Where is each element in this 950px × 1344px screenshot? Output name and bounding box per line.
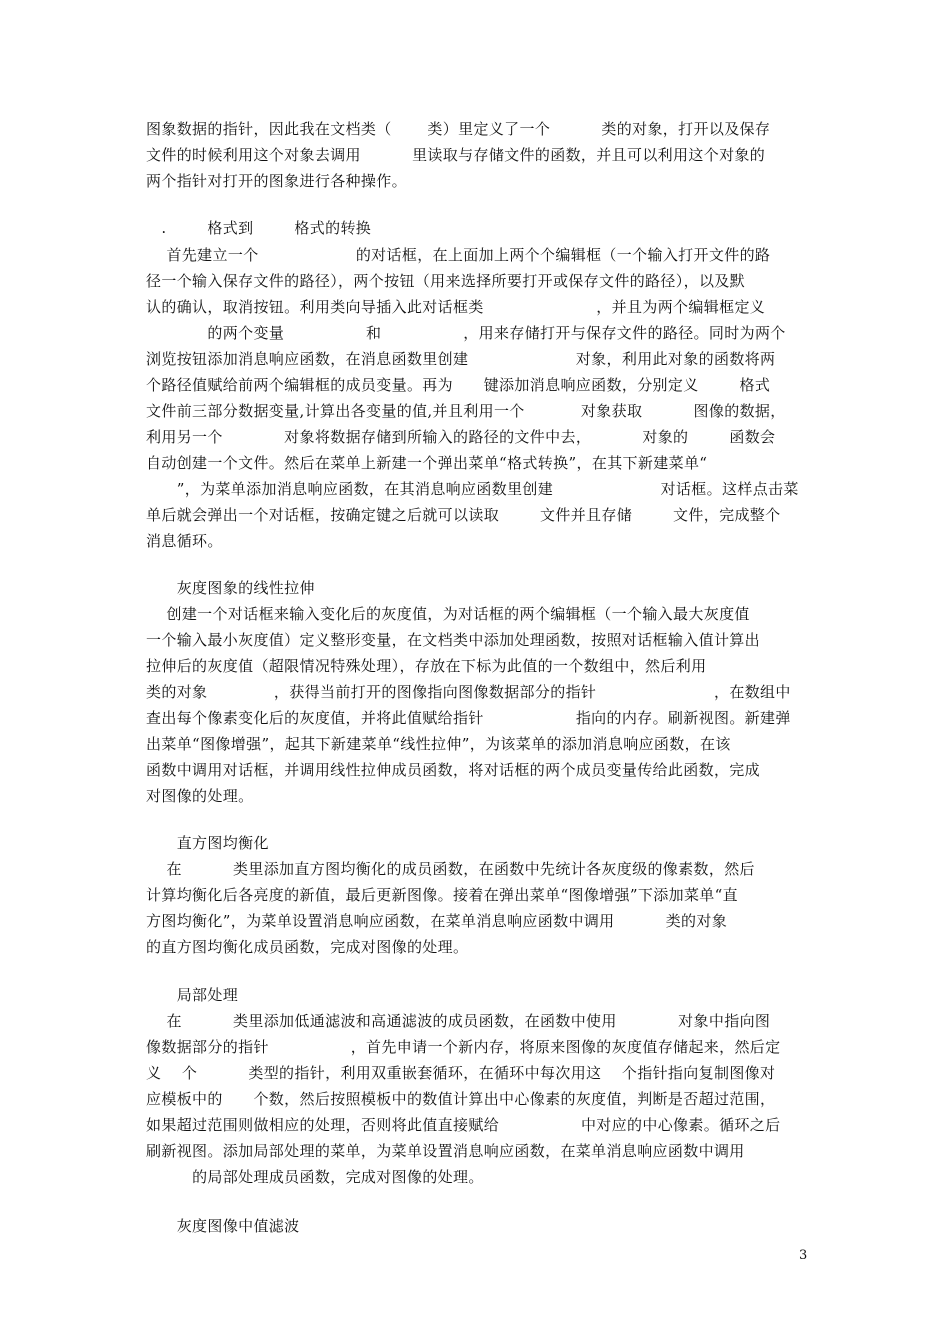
page-number: 3 bbox=[799, 1248, 808, 1263]
body-line: 首先建立一个 的对话框，在上面加上两个个编辑框（一个输入打开文件的路 bbox=[146, 246, 771, 264]
section-heading: 灰度图象的线性拉伸 bbox=[146, 579, 315, 597]
body-line: 两个指针对打开的图象进行各种操作。 bbox=[146, 172, 407, 190]
body-line: 函数中调用对话框，并调用线性拉伸成员函数，将对话框的两个成员变量传给此函数，完成 bbox=[146, 761, 761, 779]
body-line: 拉伸后的灰度值（超限情况特殊处理），存放在下标为此值的一个数组中，然后利用 bbox=[146, 657, 707, 675]
body-line: 应模板中的 个数，然后按照模板中的数值计算出中心像素的灰度值，判断是否超过范围， bbox=[146, 1090, 776, 1108]
body-line: 计算均衡化后各亮度的新值，最后更新图像。接着在弹出菜单“图像增强”下添加菜单“直 bbox=[146, 886, 739, 904]
body-line: 的直方图均衡化成员函数，完成对图像的处理。 bbox=[146, 938, 469, 956]
body-line: 的局部处理成员函数，完成对图像的处理。 bbox=[146, 1168, 484, 1186]
body-line: 利用另一个 对象将数据存储到所输入的路径的文件中去， 对象的 函数会 bbox=[146, 428, 776, 446]
body-line: 像数据部分的指针 ，首先申请一个新内存，将原来图像的灰度值存储起来，然后定 bbox=[146, 1038, 781, 1056]
section-heading: 局部处理 bbox=[146, 986, 239, 1004]
body-line: 创建一个对话框来输入变化后的灰度值，为对话框的两个编辑框（一个输入最大灰度值 bbox=[146, 605, 750, 623]
body-line: 浏览按钮添加消息响应函数，在消息函数里创建 对象，利用此对象的函数将两 bbox=[146, 350, 776, 368]
section-heading: 直方图均衡化 bbox=[146, 834, 269, 852]
body-line: 的两个变量 和 ，用来存储打开与保存文件的路径。同时为两个 bbox=[146, 324, 786, 342]
body-line: ”，为菜单添加消息响应函数，在其消息响应函数里创建 对话框。这样点击菜 bbox=[146, 480, 799, 498]
body-line: 对图像的处理。 bbox=[146, 787, 254, 805]
body-line: 在 类里添加低通滤波和高通滤波的成员函数，在函数中使用 对象中指向图 bbox=[146, 1012, 771, 1030]
body-line: 单后就会弹出一个对话框，按确定键之后就可以读取 文件并且存储 文件，完成整个 bbox=[146, 506, 781, 524]
section-heading: . 格式到 格式的转换 bbox=[146, 219, 372, 237]
body-line: 在 类里添加直方图均衡化的成员函数，在函数中先统计各灰度级的像素数，然后 bbox=[146, 860, 755, 878]
body-line: 消息循环。 bbox=[146, 532, 223, 550]
body-line: 类的对象 ，获得当前打开的图像指向图像数据部分的指针 ，在数组中 bbox=[146, 683, 791, 701]
body-line: 一个输入最小灰度值）定义整形变量，在文档类中添加处理函数，按照对话框输入值计算出 bbox=[146, 631, 761, 649]
body-line: 方图均衡化”，为菜单设置消息响应函数，在菜单消息响应函数中调用 类的对象 bbox=[146, 912, 728, 930]
body-line: 个路径值赋给前两个编辑框的成员变量。再为 键添加消息响应函数，分别定义 格式 bbox=[146, 376, 771, 394]
body-line: 文件的时候利用这个对象去调用 里读取与存储文件的函数，并且可以利用这个对象的 bbox=[146, 146, 766, 164]
body-line: 义 个 类型的指针，利用双重嵌套循环，在循环中每次用这 个指针指向复制图像对 bbox=[146, 1064, 776, 1082]
body-line: 文件前三部分数据变量,计算出各变量的值,并且利用一个 对象获取 图像的数据， bbox=[146, 402, 786, 420]
body-line: 刷新视图。添加局部处理的菜单，为菜单设置消息响应函数，在菜单消息响应函数中调用 bbox=[146, 1142, 745, 1160]
body-line: 径一个输入保存文件的路径），两个按钮（用来选择所要打开或保存文件的路径），以及默 bbox=[146, 272, 746, 290]
body-line: 自动创建一个文件。然后在菜单上新建一个弹出菜单“格式转换”，在其下新建菜单“ bbox=[146, 454, 708, 472]
body-line: 查出每个像素变化后的灰度值，并将此值赋给指针 指向的内存。刷新视图。新建弹 bbox=[146, 709, 791, 727]
body-line: 图象数据的指针，因此我在文档类（ 类）里定义了一个 类的对象，打开以及保存 bbox=[146, 120, 771, 138]
section-heading: 灰度图像中值滤波 bbox=[146, 1217, 300, 1235]
body-line: 认的确认，取消按钮。利用类向导插入此对话框类 ，并且为两个编辑框定义 bbox=[146, 298, 766, 316]
body-line: 出菜单“图像增强”，起其下新建菜单“线性拉伸”，为该菜单的添加消息响应函数，在该 bbox=[146, 735, 731, 753]
body-line: 如果超过范围则做相应的处理，否则将此值直接赋给 中对应的中心像素。循环之后 bbox=[146, 1116, 781, 1134]
